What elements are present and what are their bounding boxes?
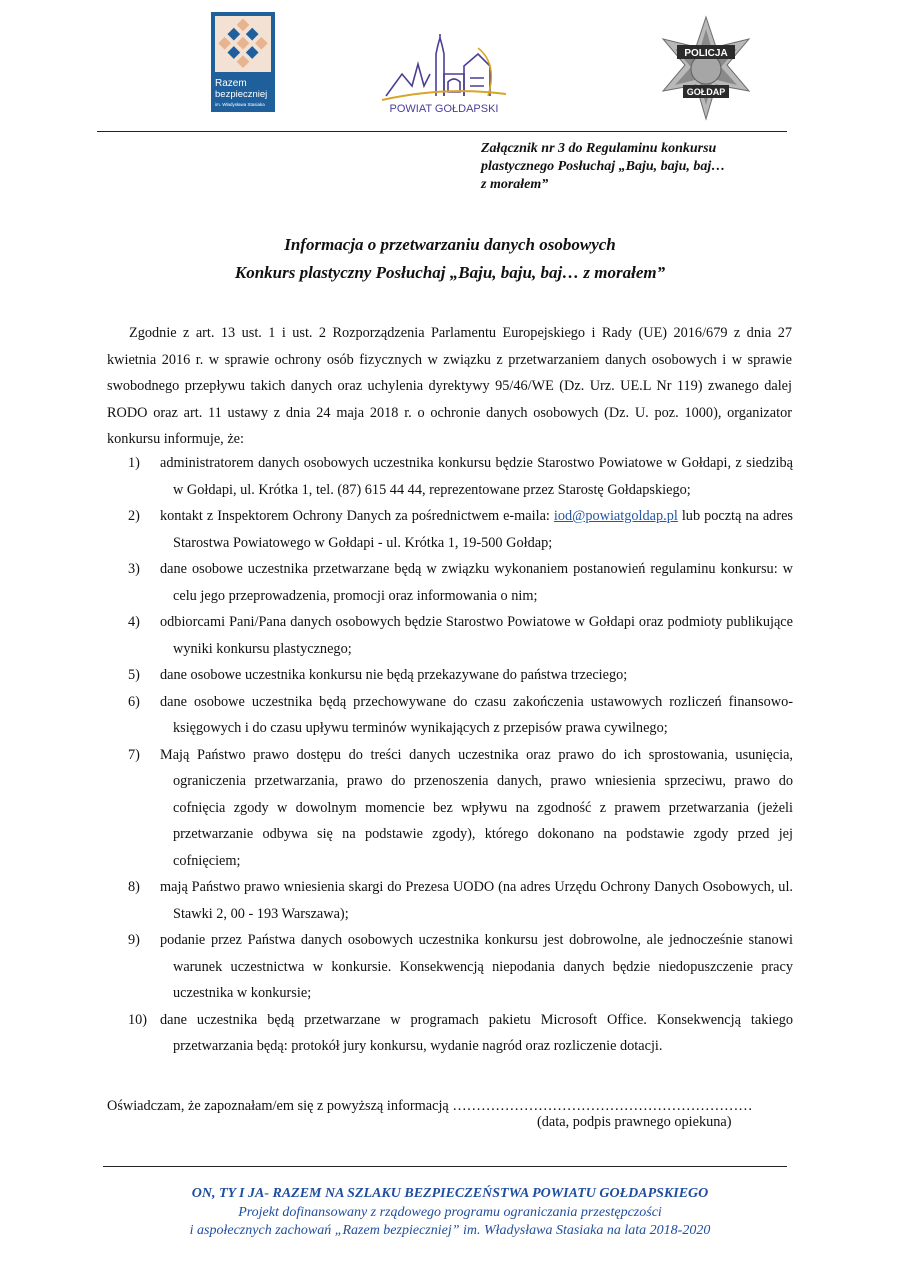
signature-label: (data, podpis prawnego opiekuna) [537,1114,732,1130]
list-item-text: dane osobowe uczestnika będą przechowywane do czasu zakończenia ustawowych rozliczeń finansowo-księgowych i do czasu upływu terminów wynikających z przepisów prawa cywilnego; [160,693,793,736]
footer-line-3: i aspołecznych zachowań „Razem bezpieczniej” im. Władysława Stasiaka na lata 2018-2020 [189,1223,711,1238]
church-outline [386,34,490,96]
header-divider [97,131,787,132]
list-item-number: 6) [128,693,140,710]
policja-star-logo [655,15,757,123]
policja-logo-text-bottom: GOŁDAP [686,87,726,97]
footer-line-1: ON, TY I JA- RAZEM NA SZLAKU BEZPIECZEŃSTWA POWIATU GOŁDAPSKIEGO [191,1186,709,1201]
list-item-number: 4) [128,614,140,630]
powiat-logo-text: POWIAT GOŁDAPSKI [389,103,499,115]
list-item [107,450,793,503]
list-item-number: 9) [128,932,140,948]
list-item-text: odbiorcami Pani/Pana danych osobowych będzie Starostwo Powiatowe w Gołdapi oraz podmioty publikujące wyniki konkursu plastycznego; [160,614,793,657]
policja-logo-text-top: POLICJA [684,48,728,59]
list-item-text: dane osobowe uczestnika przetwarzane będą w związku wykonaniem postanowień regulaminu konkursu: w celu jego przeprowadzenia, promocji oraz informowania o nim; [160,561,793,604]
list-item-number: 8) [128,879,140,895]
razem-logo-text-3: im. Władysława Stasiaka [215,102,265,107]
list-item-text: mają Państwo prawo wniesienia skargi do Prezesa UODO (na adres Urzędu Ochrony Danych Osobowych, ul. Stawki 2, 00 - 193 Warszawa); [160,879,793,922]
email-link[interactable]: iod@powiatgoldap.pl [553,508,678,524]
attachment-line-1: Załącznik nr 3 do Regulaminu konkursu [481,141,717,156]
list-item [107,742,793,875]
list-item [107,556,793,609]
mosaic-pattern [215,16,271,72]
list-item-number: 3) [128,561,140,577]
list-item-number: 7) [128,746,140,763]
document-title [0,231,900,287]
razem-logo-text-2: bezpieczniej [215,89,268,100]
attachment-line-3: z morałem” [481,177,549,192]
list-item-text: dane osobowe uczestnika konkursu nie będą przekazywane do państwa trzeciego; [160,667,628,683]
list-item-text: administratorem danych osobowych uczestnika konkursu będzie Starostwo Powiatowe w Gołdapi, z siedzibą w Gołdapi, ul. Krótka 1, tel. (87) 615 44 44, reprezentowane przez Starostę Gołdapskiego; [160,455,793,498]
list-item [107,609,793,662]
attachment-line-2: plastycznego Posłuchaj „Baju, baju, baj… [481,159,726,174]
list-item-text: lub pocztą na adres Starostwa Powiatowego w Gołdapi - ul. Krótka 1, 19-500 Gołdap; [173,508,793,551]
list-item-number: 5) [128,667,140,683]
list-item-text: podanie przez Państwa danych osobowych uczestnika konkursu jest dobrowolne, ale jednocześnie stanowi warunek uczestnictwa w konkursie. Konsekwencją niepodania danych będzie niedopuszczenie pracy uczestnika w konkursie; [160,932,793,1001]
list-item [107,689,793,742]
list-item-number: 1) [128,455,140,471]
list-item [107,503,793,556]
list-item-text: kontakt z Inspektorem Ochrony Danych za pośrednictwem e-maila: [160,508,554,524]
consent-statement: Oświadczam, że zapoznałam/em się z powyższą informacją ……………………………………………………… [107,1098,753,1114]
footer-divider [103,1166,787,1167]
list-item [107,662,793,689]
project-footer [0,1184,900,1240]
attachment-note [481,140,801,194]
list-item-text: Mają Państwo prawo dostępu do treści danych uczestnika oraz prawo do ich sprostowania, usunięcia, ograniczenia przetwarzania, prawo do przenoszenia danych, prawo wniesienia sprzeciwu, prawo do cofnięcia zgody w dowolnym momencie bez wpływu na zgodność z prawem przetwarzania (jeżeli przetwarzanie odbywa się na podstawie zgody), którego dokonano na podstawie zgody przed jej cofnięciem; [160,746,793,869]
footer-line-2: Projekt dofinansowany z rządowego programu ograniczania przestępczości [238,1205,662,1220]
list-item [107,927,793,1007]
list-item-number: 2) [128,508,140,524]
information-list [107,450,793,1060]
list-item-text: dane uczestnika będą przetwarzane w programach pakietu Microsoft Office. Konsekwencją takiego przetwarzania będą: protokół jury konkursu, wydanie nagród oraz rozliczenie dotacji. [160,1011,793,1054]
list-item-number: 10) [128,1011,148,1028]
razem-logo-text-1: Razem [215,78,247,89]
powiat-goldapski-logo [378,34,510,116]
title-line-1: Informacja o przetwarzaniu danych osobowych [284,235,616,254]
intro-paragraph: Zgodnie z art. 13 ust. 1 i ust. 2 Rozporządzenia Parlamentu Europejskiego i Rady (UE) 2016/679 z dnia 27 kwietnia 2016 r. w sprawie ochrony osób fizycznych w związku z przetwarzaniem danych osobowych i w sprawie swobodnego przepływu takich danych oraz uchylenia dyrektywy 95/46/WE (Dz. Urz. UE.L Nr 119) zwanego dalej RODO oraz art. 11 ustawy z dnia 24 maja 2018 r. o ochronie danych osobowych (Dz. U. poz. 1000), organizator konkursu informuje, że: [107,325,792,447]
title-line-2: Konkurs plastyczny Posłuchaj „Baju, baju, baj… z morałem” [234,263,666,282]
razem-bezpieczniej-logo [211,12,275,112]
list-item [107,874,793,927]
list-item [107,1007,793,1060]
